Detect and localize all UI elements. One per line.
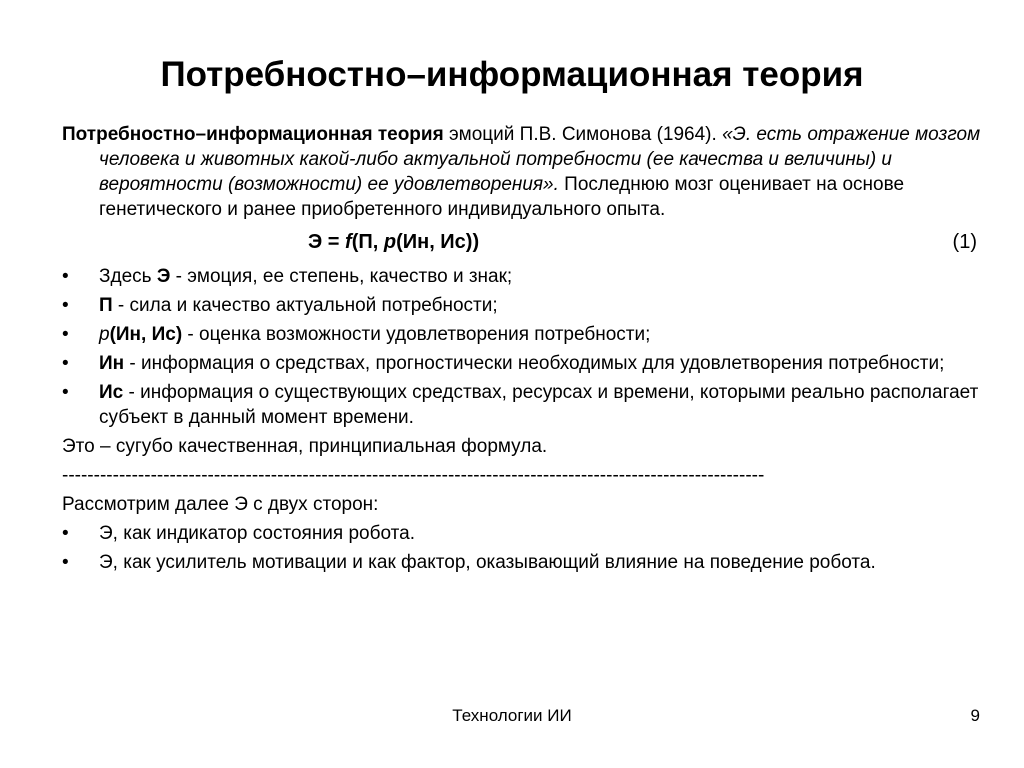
bullet-term: (Ин, Ис) xyxy=(109,324,183,345)
bullet-text: - информация о существующих средствах, ресурсах и времени, которыми реально располагает субъект в данный момент времени. xyxy=(99,382,979,428)
bullet-icon: • xyxy=(62,324,69,345)
bullet-icon: • xyxy=(62,382,69,403)
bullet-icon: • xyxy=(62,353,69,374)
intro-paragraph xyxy=(62,122,982,222)
bullet-term: Э xyxy=(156,266,171,287)
bullet-text: - сила и качество актуальной потребности; xyxy=(112,295,498,316)
intro-term: Потребностно–информационная теория xyxy=(62,124,444,145)
formula xyxy=(308,224,479,260)
bullet-term: Ин xyxy=(99,353,125,374)
formula-row xyxy=(62,224,982,260)
footer-course: Технологии ИИ xyxy=(452,706,572,725)
bullet-icon: • xyxy=(62,523,69,544)
summary-text: Это – сугубо качественная, принципиальная формула. xyxy=(62,436,548,457)
bullet-term: П xyxy=(99,295,113,316)
formula-function: f xyxy=(345,231,352,253)
list-item xyxy=(62,521,982,546)
slide-body xyxy=(62,122,982,575)
bullet-term-italic: p xyxy=(99,324,110,345)
list-item xyxy=(62,380,982,430)
formula-args-start: (П, xyxy=(351,231,384,253)
consider-text: Рассмотрим далее Э с двух сторон: xyxy=(62,494,379,515)
formula-probability: p xyxy=(383,231,397,253)
bullet-text: - информация о средствах, прогностически необходимых для удовлетворения потребности; xyxy=(124,353,945,374)
bullet-text: Э, как усилитель мотивации и как фактор, оказывающий влияние на поведение робота. xyxy=(99,552,876,573)
bullet-icon: • xyxy=(62,552,69,573)
bullet-text: - оценка возможности удовлетворения потребности; xyxy=(182,324,651,345)
intro-tail: Последнюю мозг оценивает на основе генетического и ранее приобретенного индивидуального опыта. xyxy=(99,174,905,220)
bullet-text: Э, как индикатор состояния робота. xyxy=(99,523,415,544)
bullet-icon: • xyxy=(62,295,69,316)
list-item xyxy=(62,264,982,289)
bullet-prefix: Здесь xyxy=(99,266,157,287)
page-number: 9 xyxy=(970,706,980,725)
bullet-text: - эмоция, ее степень, качество и знак; xyxy=(170,266,513,287)
list-item xyxy=(62,550,982,575)
formula-args-end: (Ин, Ис)) xyxy=(396,231,480,253)
slide-title: Потребностно–информационная теория xyxy=(160,55,864,94)
intro-quote: «Э. есть отражение мозгом человека и животных какой-либо актуальной потребности (ее качества и величины) и вероятности (возможности) ее удовлетворения». xyxy=(99,124,981,195)
divider: --------------------------------------------------------------------------------------------------------------- xyxy=(62,465,765,486)
intro-text: эмоций П.В. Симонова (1964). xyxy=(443,124,723,145)
list-item xyxy=(62,322,982,347)
bullet-icon: • xyxy=(62,266,69,287)
list-item xyxy=(62,351,982,376)
formula-lhs: Э = xyxy=(308,231,346,253)
bullet-term: Ис xyxy=(99,382,124,403)
list-item xyxy=(62,293,982,318)
equation-number: (1) xyxy=(952,231,977,253)
